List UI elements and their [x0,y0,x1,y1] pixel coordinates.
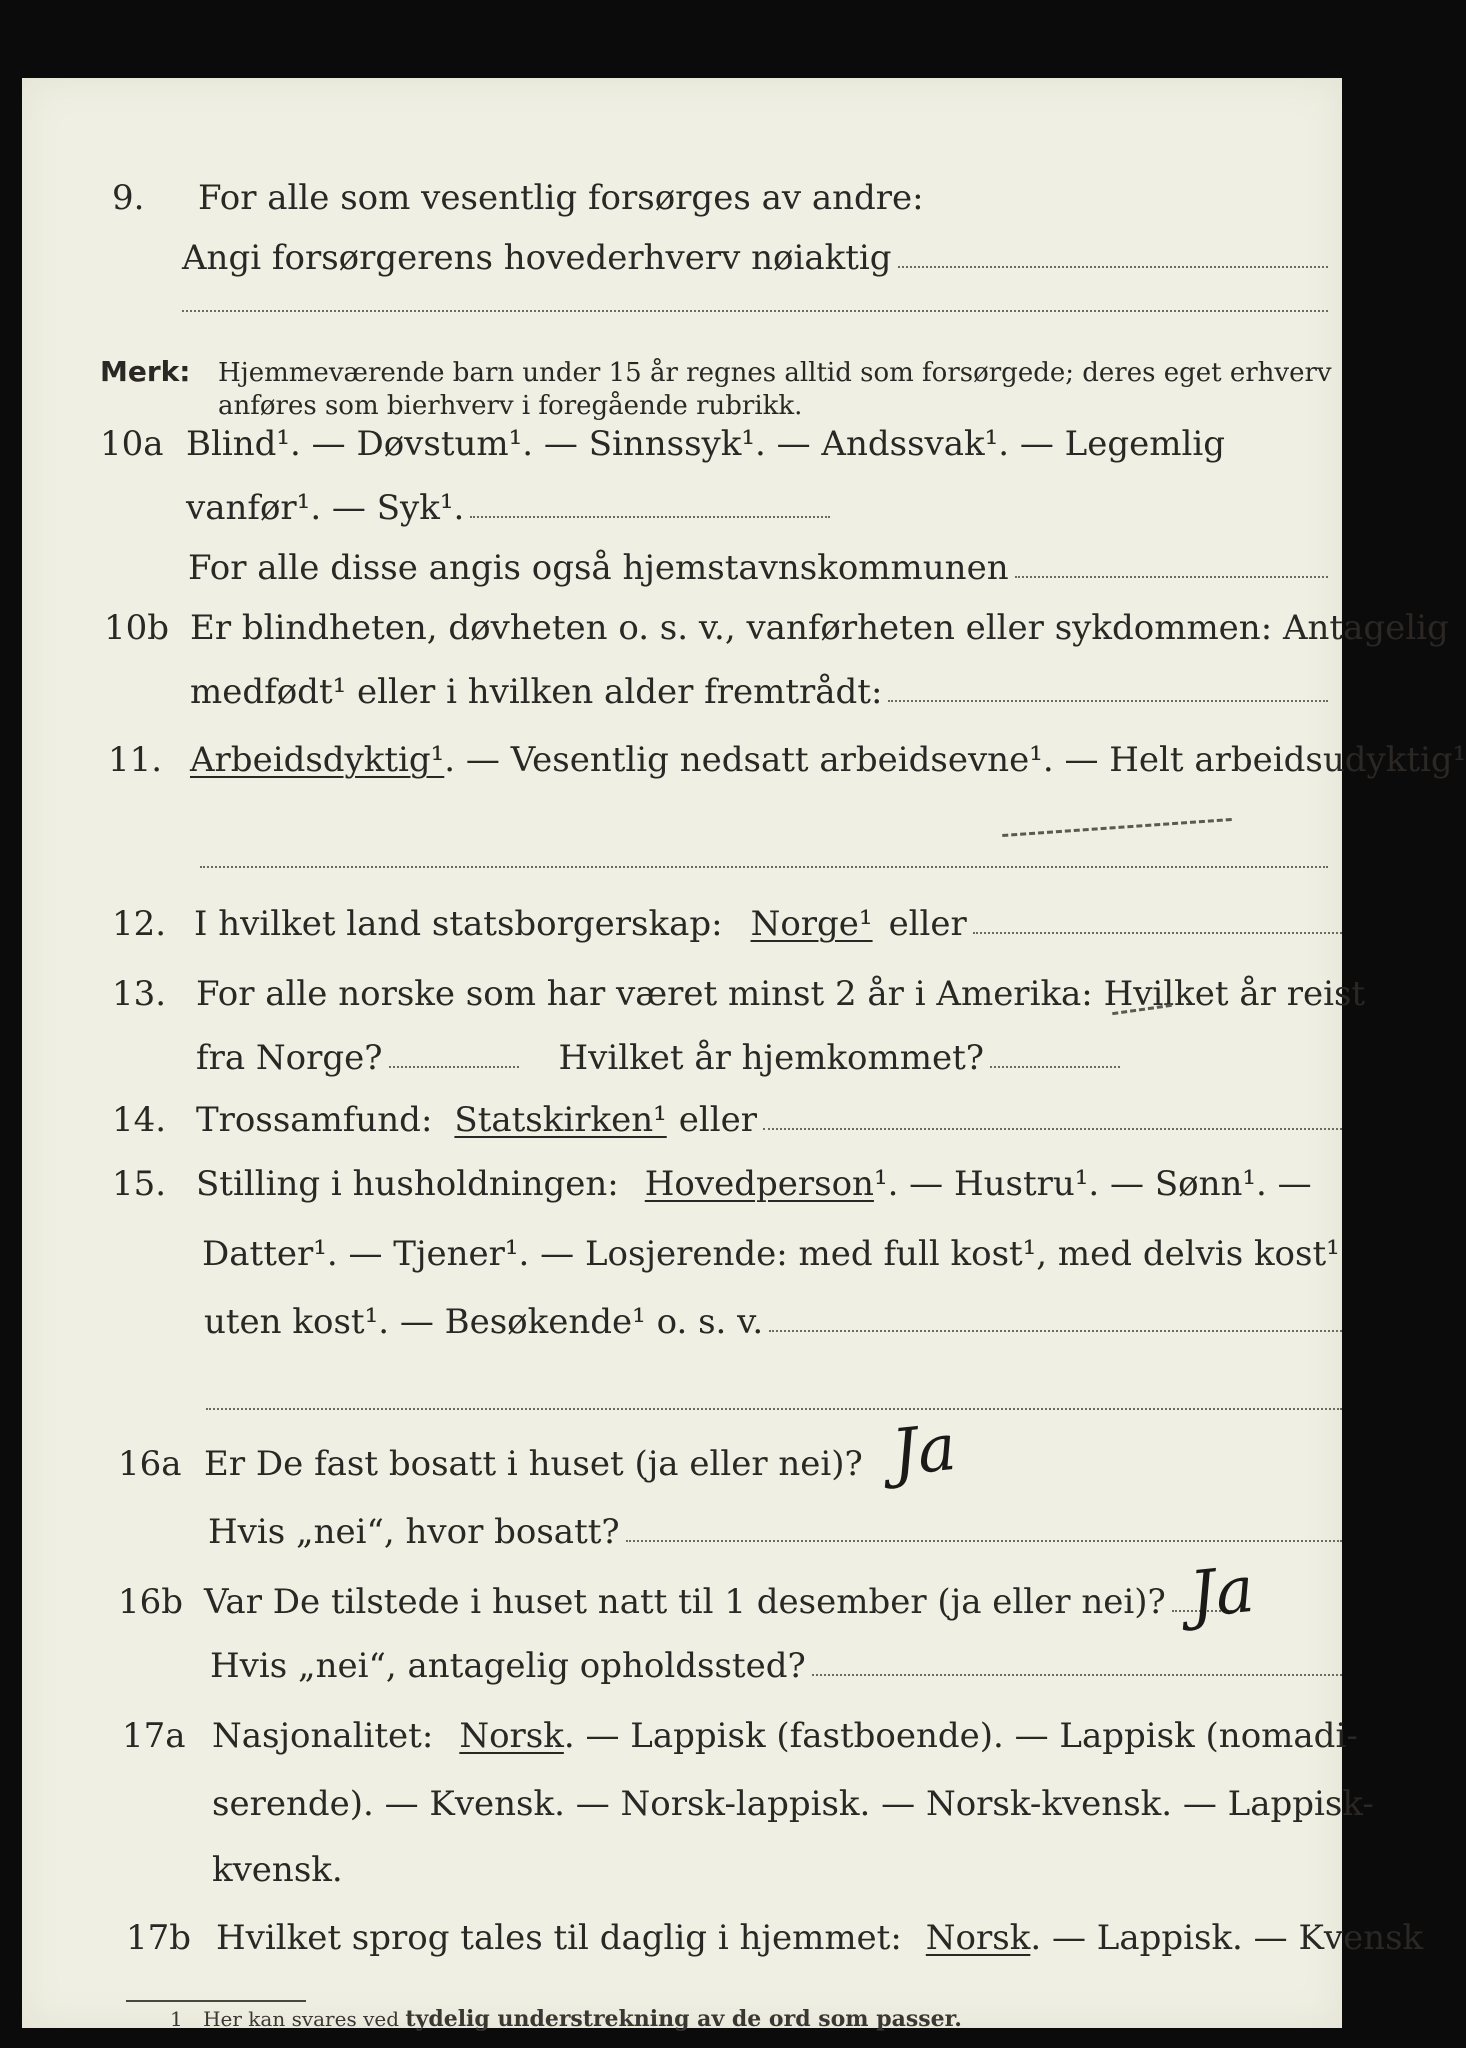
q17a-line2 [212,1784,1374,1824]
q16a-text1: Er De fast bosatt i huset (ja eller nei)? [204,1444,863,1484]
q10a-municipality-field[interactable] [1015,576,1328,578]
q10a-line1 [100,424,1342,464]
q13-text1: For alle norske som har været minst 2 år i Amerika: Hvilket år reist [196,974,1366,1014]
merk-line2 [218,388,1342,424]
q12-number: 12. [112,904,167,944]
q16b-text2: Hvis „nei“, antagelig opholdssted? [210,1646,806,1686]
q17a-option-norsk[interactable]: Norsk [459,1716,564,1756]
footnote-bold-text: tydelig understrekning av de ord som passer. [405,2006,962,2032]
census-form-page [22,78,1466,2032]
q10a-line3 [188,548,1328,588]
q12-line1 [112,904,1342,944]
q16b-text1: Var De tilstede i huset natt til 1 desember (ja eller nei)? [204,1582,1166,1622]
q13-text2b: Hvilket år hjemkommet? [558,1038,985,1078]
q16b-line1 [118,1582,1342,1622]
q17a-text1-rest: . — Lappisk (fastboende). — Lappisk (nomadi- [563,1716,1358,1756]
q10b-text2: medfødt¹ eller i hvilken alder fremtrådt: [190,672,883,712]
q17a-line1 [122,1716,1358,1756]
q16a-handwritten-answer: Ja [888,1410,960,1492]
q9-number: 9. [112,178,145,218]
q17a-text3: kvensk. [212,1850,343,1890]
q10a-number: 10a [100,424,164,464]
q10b-line2 [190,672,1328,712]
q17b-text-rest: . — Lappisk. — Kvensk [1030,1918,1424,1958]
q9-answer-field[interactable] [898,266,1328,268]
q17a-text2: serende). — Kvensk. — Norsk-lappisk. — Norsk-kvensk. — Lappisk- [212,1784,1374,1824]
q15-text3: uten kost¹. — Besøkende¹ o. s. v. [204,1302,764,1342]
q11-text: . — Vesentlig nedsatt arbeidsevne¹. — Helt arbeidsudyktig¹ [444,740,1466,780]
q12-text: I hvilket land statsborgerskap: [194,904,723,944]
q16b-handwritten-answer: Ja [1186,1552,1258,1634]
q13-year-returned-field[interactable] [990,1066,1120,1068]
q17b-option-norsk[interactable]: Norsk [925,1918,1031,1958]
q17a-number: 17a [122,1716,186,1756]
q17b-number: 17b [126,1918,192,1958]
q16b-residence-field[interactable] [812,1674,1342,1676]
q16a-line2 [208,1512,1342,1552]
q15-option-hovedperson[interactable]: Hovedperson [644,1164,874,1204]
q14-text: Trossamfund: [196,1100,433,1140]
q14-answer-field[interactable] [763,1128,1342,1130]
q12-or: eller [888,904,967,944]
q10b-text1: Er blindheten, døvheten o. s. v., vanførheten eller sykdommen: Antagelig [190,608,1449,648]
footnote-rule [126,2000,306,2002]
q16a-answer-field[interactable] [626,1540,1342,1542]
q17a-text: Nasjonalitet: [212,1716,434,1756]
q12-option-norge[interactable]: Norge¹ [750,904,873,944]
q15-number: 15. [112,1164,167,1204]
q13-text2a: fra Norge? [196,1038,383,1078]
q11-line1 [108,740,1466,780]
q10b-number: 10b [104,608,170,648]
q9-prompt: Angi forsørgerens hovederhverv nøiaktig [182,238,892,278]
q9-text: For alle som vesentlig forsørges av andre: [198,178,924,218]
footnote [170,2006,962,2032]
q9-line2 [182,238,1328,278]
merk-label: Merk: [100,355,191,388]
footnote-text: Her kan svares ved [203,2007,400,2031]
footnote-marker: 1 [170,2007,183,2031]
q11-answer-line[interactable] [200,866,1328,868]
q17b-text: Hvilket sprog tales til daglig i hjemmet: [216,1918,902,1958]
q10a-answer-field[interactable] [470,516,830,518]
merk-text1: Hjemmeværende barn under 15 år regnes alltid som forsørgede; deres eget erhverv [218,358,1332,388]
q10a-text2: vanfør¹. — Syk¹. [186,488,465,528]
q16a-line1 [118,1444,1342,1484]
q14-or: eller [678,1100,757,1140]
q11-pencil-mark [1002,818,1232,837]
q14-number: 14. [112,1100,167,1140]
q11-number: 11. [108,740,163,780]
q11-option-arbeidsdyktig[interactable]: Arbeidsdyktig¹ [190,740,445,780]
q10a-line2 [186,488,1328,528]
q15-line3 [204,1302,1342,1342]
q13-number: 13. [112,974,167,1014]
q16a-text2: Hvis „nei“, hvor bosatt? [208,1512,620,1552]
q13-year-left-field[interactable] [389,1066,519,1068]
q9-answer-line2[interactable] [182,310,1328,312]
q15-line2 [202,1234,1342,1274]
q16a-number: 16a [118,1444,182,1484]
q15-text: Stilling i husholdningen: [196,1164,619,1204]
q9-line1 [112,178,1342,218]
q17b-line1 [126,1918,1424,1958]
q16b-number: 16b [118,1582,184,1622]
q13-line2 [196,1038,1342,1078]
q14-line1 [112,1100,1342,1140]
q15-text1-rest: ¹. — Hustru¹. — Sønn¹. — [873,1164,1312,1204]
q15-answer-field[interactable] [769,1330,1342,1332]
merk-line1 [100,354,1342,391]
q10b-line1 [104,608,1449,648]
q10a-text1: Blind¹. — Døvstum¹. — Sinnssyk¹. — Andssvak¹. — Legemlig [186,424,1225,464]
merk-text2: anføres som bierhverv i foregående rubrikk. [218,391,803,421]
q12-answer-field[interactable] [973,932,1342,934]
q15-line1 [112,1164,1342,1204]
q15-text2: Datter¹. — Tjener¹. — Losjerende: med full kost¹, med delvis kost¹ [202,1234,1340,1274]
q17a-line3 [212,1850,1342,1890]
q16b-line2 [210,1646,1342,1686]
q15-answer-line2[interactable] [206,1408,1342,1410]
q10a-text3: For alle disse angis også hjemstavnskommunen [188,548,1009,588]
q10b-answer-field[interactable] [888,700,1328,702]
q14-option-statskirken[interactable]: Statskirken¹ [454,1100,667,1140]
